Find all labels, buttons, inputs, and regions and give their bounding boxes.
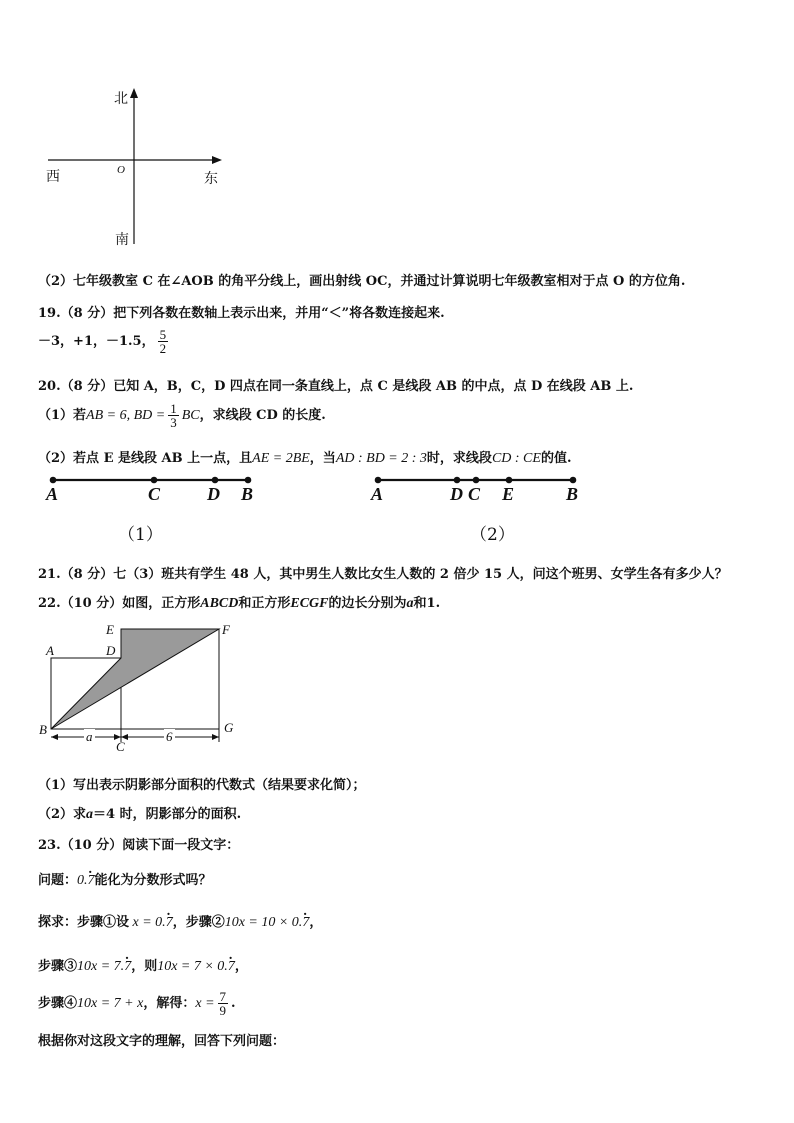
fig2-label-c: C [468,484,481,504]
q22-label-a: A [46,643,54,658]
fig2-label-b: B [566,484,579,504]
q22-label-b: B [39,722,47,737]
fig2-point-c [473,477,480,484]
q19-fraction: $\frac{5}{2}$ [159,327,167,356]
q22-label-g: G [224,720,234,735]
q22-label-a-length: a [86,729,93,744]
q20-part1-fraction: $\frac{1}{3}$ [170,401,177,430]
q23-step4-fraction: $\frac{7}{9}$ [219,989,227,1018]
fig2-point-a [375,477,382,484]
compass-east-label: 东 [204,171,218,187]
shaded-region [51,629,219,729]
q22-stem: 22.（10 分）如图，正方形ABCD和正方形ECGF的边长分别为a和1. [38,596,441,611]
q22-label-six: 6 [166,729,173,744]
fig2-point-d [454,477,461,484]
fig1-label-b: B [241,484,254,504]
fig2-point-e [506,477,513,484]
fig2-point-b [570,477,577,484]
q22-label-f: F [222,622,230,637]
q22-label-d: D [106,643,116,658]
compass-diagram [40,84,230,249]
q20-part1: （1）若AB = 6, BD = $\frac{1}{3}$ BC，求线段 CD 的长度. [38,401,326,430]
fig1-caption: （1） [118,525,163,545]
fig1-label-c: C [148,484,161,504]
fig1-point-b [245,477,252,484]
q22-part2: （2）求a＝4 时，阴影部分的面积. [38,807,242,822]
fig1-point-c [151,477,158,484]
q22-squares-figure [40,620,250,760]
fig2-caption: （2） [470,525,515,545]
fig1-label-d: D [207,484,220,504]
q18-part2: （2）七年级教室 C 在∠AOB 的角平分线上，画出射线 OC，并通过计算说明七年级教室相对于点 O 的方位角. [38,274,686,289]
q22-part1: （1）写出表示阴影部分面积的代数式（结果要求化简）； [38,778,366,793]
q22-label-c: C [116,739,125,754]
fig2-label-e: E [502,484,515,504]
compass-west-label: 西 [46,169,60,185]
fig2-label-d: D [450,484,463,504]
q23-stem: 23.（10 分）阅读下面一段文字： [38,838,240,853]
q22-label-e: E [106,622,114,637]
fig2-label-a: A [371,484,384,504]
q23-step4: 步骤④10x = 7 + x，解得：x = $\frac{7}{9}$ . [38,989,236,1018]
fig1-point-d [212,477,219,484]
q21-stem: 21.（8 分）七（3）班共有学生 48 人，其中男生人数比女生人数的 2 倍少 15 人，问这个班男、女学生各有多少人？ [38,567,728,582]
repeating-decimal: 0.. 7 [77,873,95,888]
q19-numbers [38,328,171,355]
q23-closing: 根据你对这段文字的理解，回答下列问题： [38,1034,286,1049]
q19-number-list: －3，+1，－1.5， [38,334,155,349]
fig1-point-a [50,477,57,484]
compass-origin-label: O [117,164,125,176]
fig1-label-a: A [46,484,59,504]
q20-part2: （2）若点 E 是线段 AB 上一点，且AE = 2BE，当AD : BD = 2 : 3时，求线段CD : CE的值. [38,451,572,466]
compass-south-label: 南 [115,232,129,248]
q20-stem: 20.（8 分）已知 A，B，C，D 四点在同一条直线上，点 C 是线段 AB 的中点，点 D 在线段 AB 上. [38,379,634,394]
q19-stem: 19.（8 分）把下列各数在数轴上表示出来，并用“＜”将各数连接起来. [38,306,445,321]
q23-explore: 探求：步骤①设 x = 0.. 7，步骤②10x = 10 × 0.. 7， [38,911,322,931]
q23-question: 问题：0.. 7能化为分数形式吗？ [38,869,212,889]
q23-step3: 步骤③10x = 7.. 7，则10x = 7 × 0.. 7， [38,955,248,975]
compass-north-label: 北 [114,91,128,107]
